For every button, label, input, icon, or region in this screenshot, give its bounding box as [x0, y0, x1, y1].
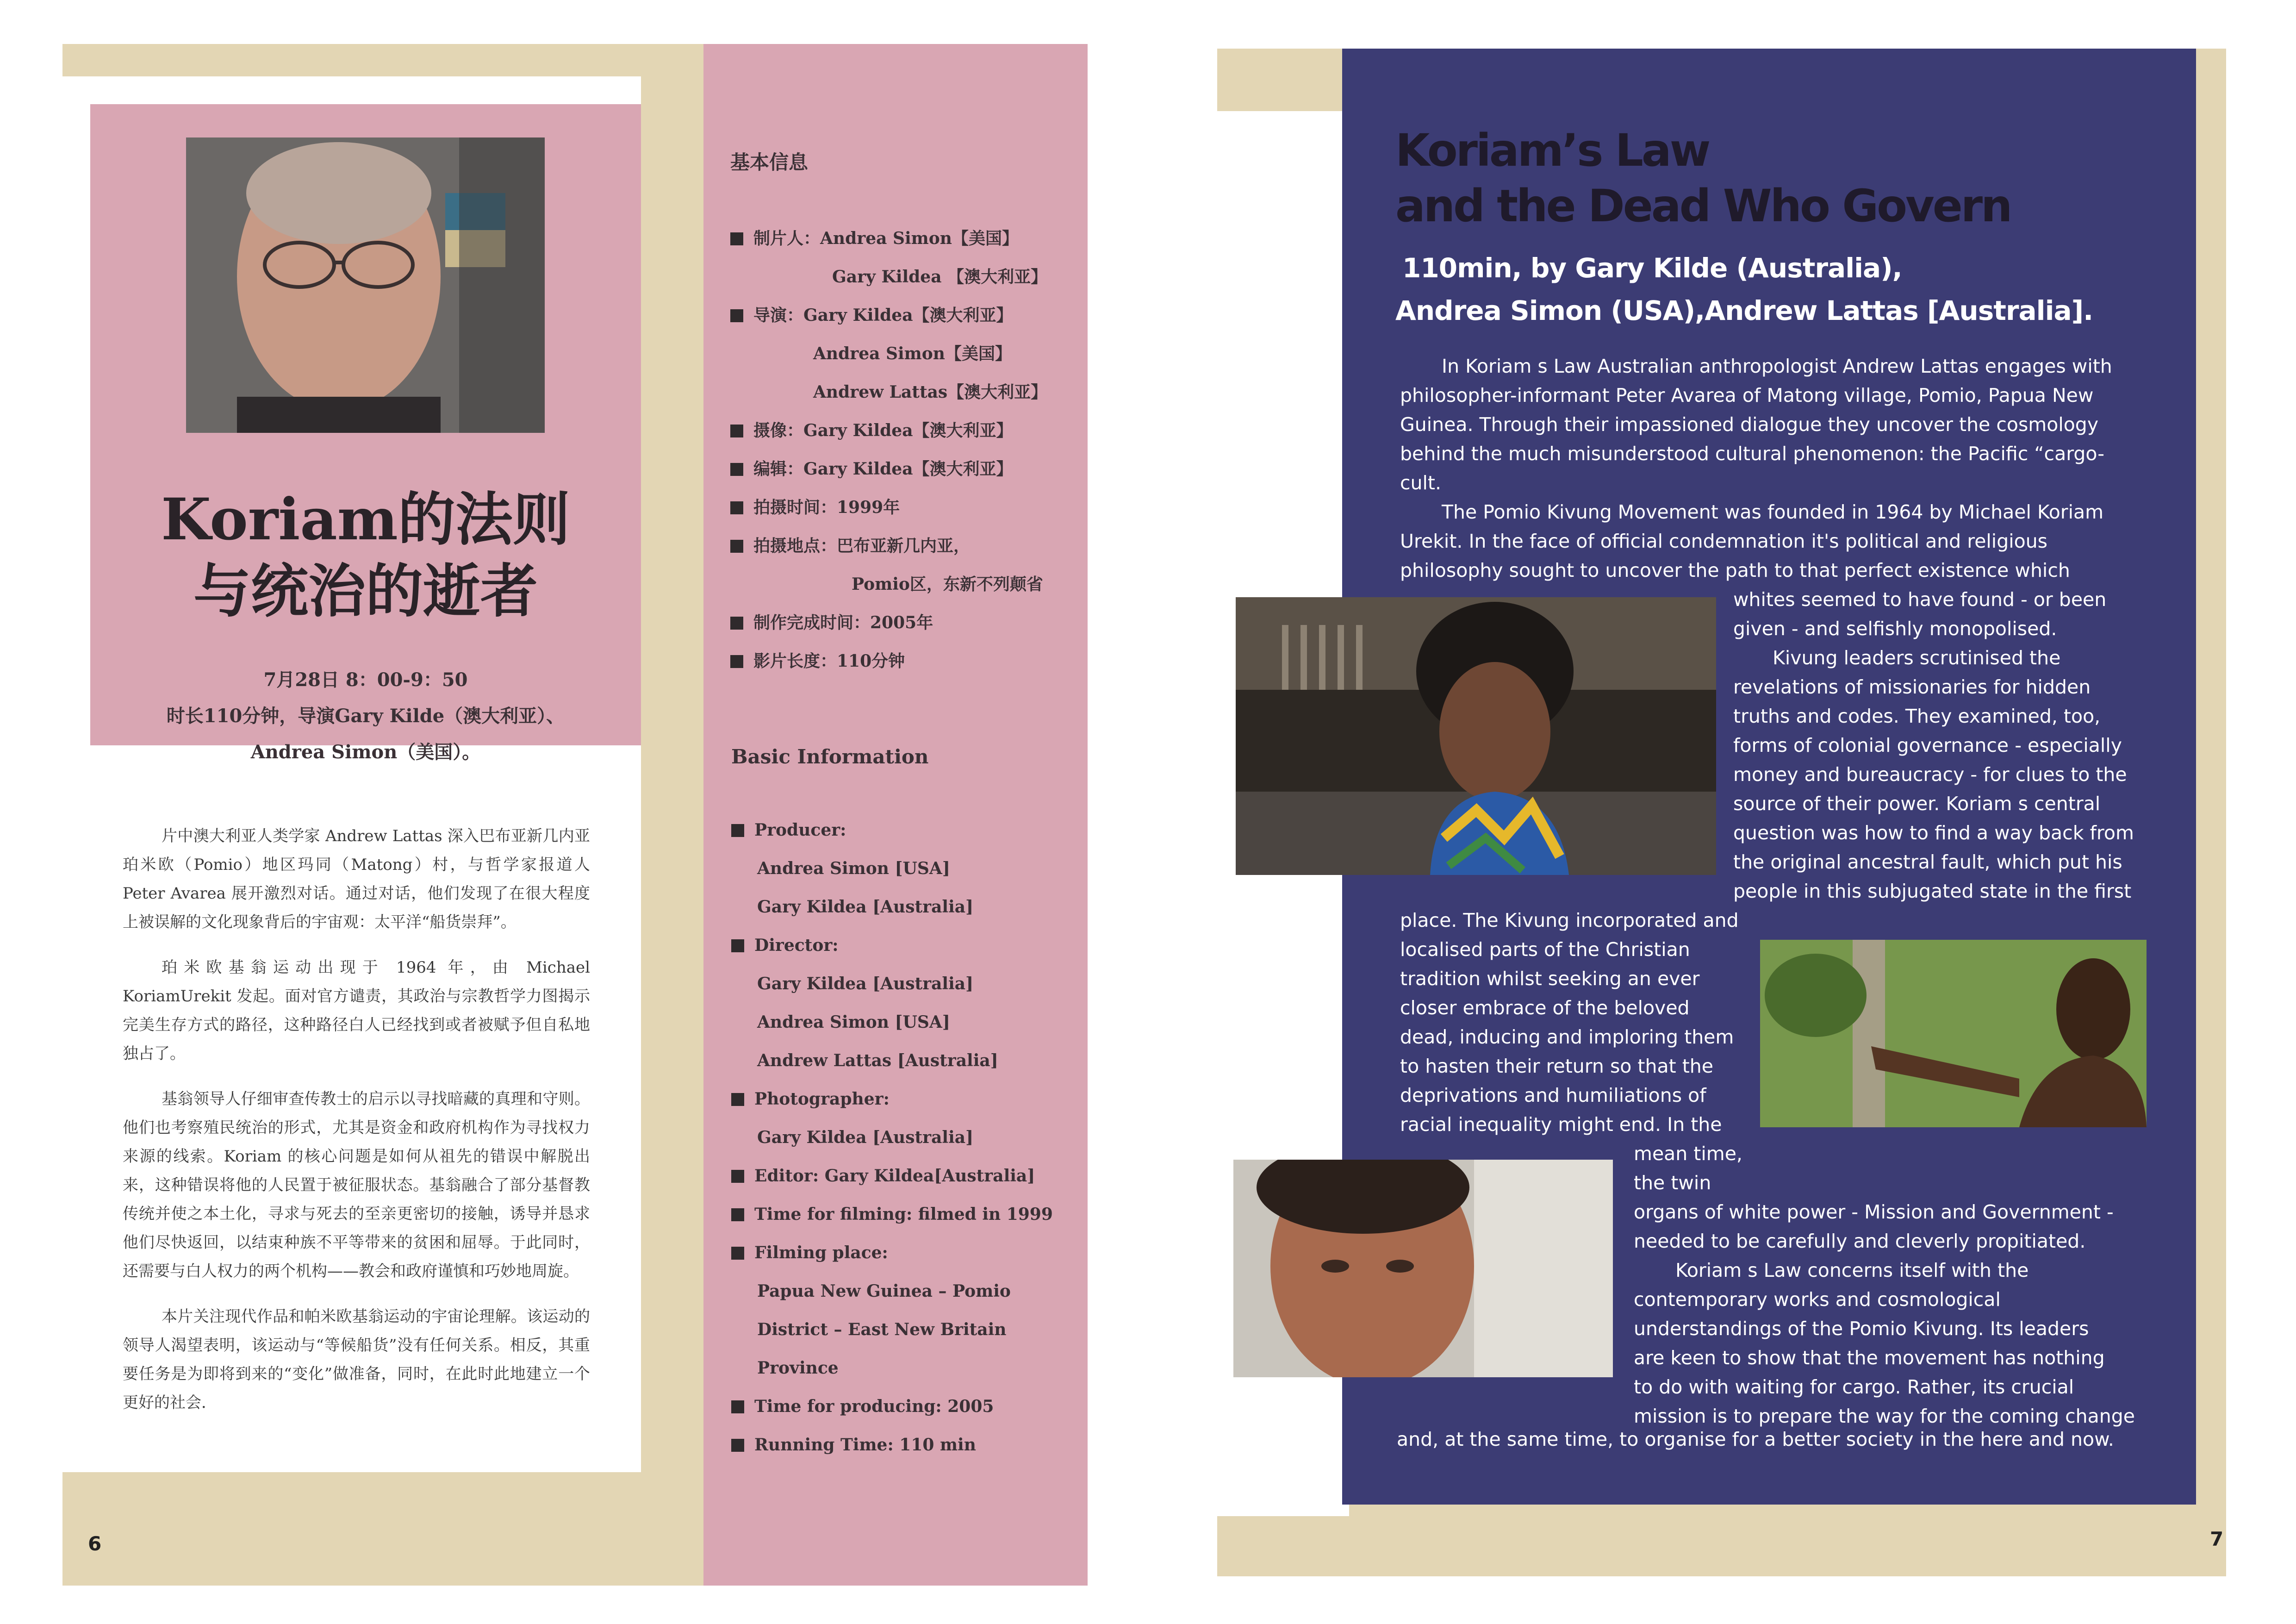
english-body-lower [1634, 1139, 2135, 1431]
chinese-synopsis [123, 822, 590, 1417]
english-line: Guinea. Through their impassioned dialogue they uncover the cosmology [1400, 413, 2099, 436]
chinese-line: Urekit 发起。面对官方谴责，其政治与宗教哲学力图揭示完 [123, 987, 590, 1034]
english-line: source of their power. Koriam s central [1733, 793, 2101, 815]
english-line: the original ancestral fault, which put his [1733, 851, 2122, 873]
english-line: mean time, [1634, 1143, 1742, 1165]
photo-andrew-lattas [1233, 1160, 1613, 1377]
chinese-line: 运动的领导人渴望表明，该运动与“等候船货”没有任何关 [123, 1307, 591, 1355]
english-line: localised parts of the Christian [1400, 938, 1690, 961]
english-line: truths and codes. They examined, too, [1733, 705, 2101, 727]
english-body-last-line: and, at the same time, to organise for a better society in the here and now. [1397, 1428, 2114, 1450]
bullet-square-icon [730, 501, 743, 514]
chinese-paragraph [123, 822, 590, 937]
bullet-square-icon [730, 463, 743, 476]
chinese-line: 内亚珀米欧（Pomio）地区玛同（Matong）村，与哲学家报道 [123, 827, 591, 874]
bullet-square-icon [731, 1208, 744, 1221]
chinese-line: 拜”。 [477, 913, 516, 931]
duration-director-line: 时长110分钟，导演Gary Kilde（澳大利亚）、 [166, 705, 565, 727]
chinese-line: 私地独占了。 [123, 1016, 591, 1063]
english-line: behind the much misunderstood cultural phenomenon: the Pacific “cargo- [1400, 443, 2105, 465]
english-line: philosophy sought to uncover the path to that perfect existence which [1400, 559, 2070, 581]
info-en-director-label: Director: [731, 936, 839, 955]
info-cn-editor: 编辑：Gary Kildea【澳大利亚】 [730, 456, 1013, 480]
english-line: given - and selfishly monopolised. [1733, 618, 2057, 640]
info-en-editor: Editor: Gary Kildea[Australia] [731, 1166, 1035, 1186]
english-subtitle-line-2: Andrea Simon (USA),Andrew Lattas [Australia]. [1395, 295, 2093, 326]
info-cn-filming-place: 拍摄地点：巴布亚新几内亚， [730, 533, 970, 556]
info-en-filming-place-label: Filming place: [731, 1243, 888, 1262]
info-cn-director-2: Andrea Simon【美国】 [813, 344, 1012, 363]
english-line: whites seemed to have found - or been [1733, 588, 2107, 611]
photo-elder-woman [1236, 597, 1716, 875]
info-en-director-1: Gary Kildea [Australia] [757, 974, 974, 993]
chinese-line: 本片关注现代作品和帕米欧基翁运动的宇宙论理解。该 [162, 1307, 543, 1326]
bullet-square-icon [730, 655, 743, 668]
portrait-photo-gary-kildea [186, 137, 545, 433]
english-body-wrap-left [1400, 906, 1739, 1139]
photo-man-gesturing [1760, 940, 2147, 1127]
info-en-filming-time: Time for filming: filmed in 1999 [731, 1205, 1053, 1224]
bullet-square-icon [731, 1439, 744, 1452]
bullet-square-icon [730, 540, 743, 553]
info-en-producer-2: Gary Kildea [Australia] [757, 897, 974, 917]
info-en-director-3: Andrew Lattas [Australia] [757, 1051, 998, 1070]
info-cn-length: 影片长度：110分钟 [730, 648, 905, 672]
english-line: mission is to prepare the way for the coming change [1634, 1405, 2135, 1427]
english-line: closer embrace of the beloved [1400, 997, 1690, 1019]
english-line: to do with waiting for cargo. Rather, its crucial [1634, 1376, 2074, 1398]
english-line: contemporary works and cosmological [1634, 1288, 2001, 1311]
english-line: forms of colonial governance - especially [1733, 734, 2122, 756]
english-title-line-1: Koriam’s Law [1395, 125, 1709, 176]
info-cn-completion: 制作完成时间：2005年 [730, 610, 933, 633]
english-line: Kivung leaders scrutinised the [1773, 647, 2061, 669]
bullet-square-icon [730, 309, 743, 322]
info-en-filming-place-2: District – East New Britain [757, 1320, 1007, 1339]
english-line: the twin [1634, 1172, 1711, 1194]
info-cn-filming-place-2: Pomio区，东新不列颠省 [852, 575, 1043, 594]
info-cn-producer: 制片人：Andrea Simon【美国】 [730, 225, 1019, 249]
chinese-title-line-1: Koriam的法则 [161, 486, 570, 553]
info-cn-photographer: 摄像：Gary Kildea【澳大利亚】 [730, 418, 1013, 441]
english-line: needed to be carefully and cleverly propitiated. [1634, 1230, 2086, 1252]
chinese-line: 平等带来的贫困和屈辱。于此同时，还需要与白人权力的两 [123, 1233, 591, 1280]
bullet-square-icon [731, 824, 744, 837]
english-line: to hasten their return so that the [1400, 1055, 1714, 1077]
info-en-running-time: Running Time: 110 min [731, 1435, 976, 1455]
english-line: Urekit. In the face of official condemnation it's political and religious [1400, 530, 2048, 552]
english-line: tradition whilst seeking an ever [1400, 968, 1700, 990]
english-line: people in this subjugated state in the first [1733, 880, 2132, 902]
english-line: philosopher-informant Peter Avarea of Matong village, Pomio, Papua New [1400, 384, 2094, 406]
info-en-filming-place-1: Papua New Guinea – Pomio [757, 1281, 1011, 1301]
info-en-director-2: Andrea Simon [USA] [757, 1012, 950, 1032]
bullet-square-icon [730, 617, 743, 630]
english-line: The Pomio Kivung Movement was founded in 1964 by Michael Koriam [1442, 501, 2104, 523]
info-cn-director-3: Andrew Lattas【澳大利亚】 [813, 382, 1048, 402]
chinese-line: 的错误中解脱出来，这种错误将他的人民置于被征服状态。 [123, 1147, 591, 1194]
english-title-line-2: and the Dead Who Govern [1395, 180, 2011, 232]
english-line: revelations of missionaries for hidden [1733, 676, 2091, 698]
english-line: understandings of the Pomio Kivung. Its leaders [1634, 1318, 2089, 1340]
english-line: money and bureaucracy - for clues to the [1733, 763, 2127, 786]
chinese-title-line-2: 与统治的逝者 [193, 558, 538, 625]
english-line: Koriam s Law concerns itself with the [1675, 1259, 2029, 1281]
chinese-line: 在此时此地建立一个更好的社会． [123, 1365, 591, 1412]
info-en-filming-place-3: Province [757, 1358, 839, 1378]
bullet-square-icon [731, 1400, 744, 1413]
chinese-line: 珀米欧基翁运动出现于 1964 年，由 Michael Koriam [123, 958, 590, 1006]
chinese-line: 个机构——教会和政府谨慎和巧妙地周旋。 [280, 1262, 579, 1280]
english-body-top [1400, 352, 2112, 585]
chinese-line: 美生存方式的路径，这种路径白人已经找到或者被赋予但自 [138, 1016, 559, 1034]
english-body-wrap-right [1733, 585, 2134, 906]
page-number-right: 7 [2210, 1528, 2224, 1550]
chinese-line: 系。相反，其重要任务是为即将到来的“变化”做准备，同时， [123, 1336, 591, 1383]
chinese-line: 大程度上被误解的文化现象背后的宇宙观：太平洋“船货崇 [123, 884, 591, 931]
info-en-producer-label: Producer: [731, 820, 846, 840]
bullet-square-icon [730, 425, 743, 437]
chinese-paragraph [123, 1302, 590, 1417]
info-en-photographer-1: Gary Kildea [Australia] [757, 1128, 974, 1147]
info-en-producer-1: Andrea Simon [USA] [757, 859, 950, 878]
english-line: racial inequality might end. In the [1400, 1113, 1722, 1136]
info-cn-filming-time: 拍摄时间：1999年 [730, 494, 900, 518]
bullet-square-icon [731, 1170, 744, 1183]
chinese-line: 基翁领导人仔细审查传教士的启示以寻找暗藏的真理和 [162, 1090, 543, 1108]
info-cn-producer-2: Gary Kildea 【澳大利亚】 [832, 267, 1048, 287]
info-cn-director: 导演：Gary Kildea【澳大利亚】 [730, 302, 1013, 326]
english-line: question was how to find a way back from [1733, 822, 2134, 844]
chinese-line: 亲更密切的接触，诱导并恳求他们尽快返回，以结束种族不 [123, 1205, 591, 1252]
english-subtitle-line-1: 110min, by Gary Kilde (Australia), [1402, 252, 1902, 284]
chinese-line: 片中澳大利亚人类学家 Andrew Lattas 深入巴布亚新几 [162, 827, 559, 845]
director-line-2: Andrea Simon（美国）。 [250, 741, 481, 763]
info-heading-cn: 基本信息 [730, 151, 809, 174]
english-line: deprivations and humiliations of [1400, 1084, 1706, 1106]
chinese-paragraph [123, 953, 590, 1068]
chinese-paragraph [123, 1085, 590, 1286]
english-line: cult. [1400, 472, 1442, 494]
bullet-square-icon [731, 939, 744, 952]
bullet-square-icon [730, 232, 743, 245]
bullet-square-icon [731, 1247, 744, 1260]
screening-time: 7月28日 8：00-9：50 [263, 669, 468, 691]
info-heading-en: Basic Information [731, 745, 929, 768]
english-line: place. The Kivung incorporated and [1400, 909, 1739, 931]
chinese-line: 基翁融合了部分基督教传统并使之本土化，寻求与死去的至 [123, 1176, 591, 1223]
info-en-photographer-label: Photographer: [731, 1089, 890, 1109]
english-line: In Koriam s Law Australian anthropologist Andrew Lattas engages with [1442, 355, 2112, 377]
chinese-line: 人 Peter Avarea 展开激烈对话。通过对话，他们发现了在很 [123, 856, 590, 903]
chinese-line: 守则。他们也考察殖民统治的形式，尤其是资金和政府机构 [123, 1090, 591, 1137]
page-number-left: 6 [88, 1532, 102, 1555]
english-line: organs of white power - Mission and Government - [1634, 1201, 2114, 1223]
english-line: are keen to show that the movement has nothing [1634, 1347, 2105, 1369]
bullet-square-icon [731, 1093, 744, 1106]
info-en-producing-time: Time for producing: 2005 [731, 1397, 994, 1416]
english-line: dead, inducing and imploring them [1400, 1026, 1734, 1048]
chinese-line: 作为寻找权力来源的线索。Koriam 的核心问题是如何从祖先 [123, 1118, 591, 1166]
